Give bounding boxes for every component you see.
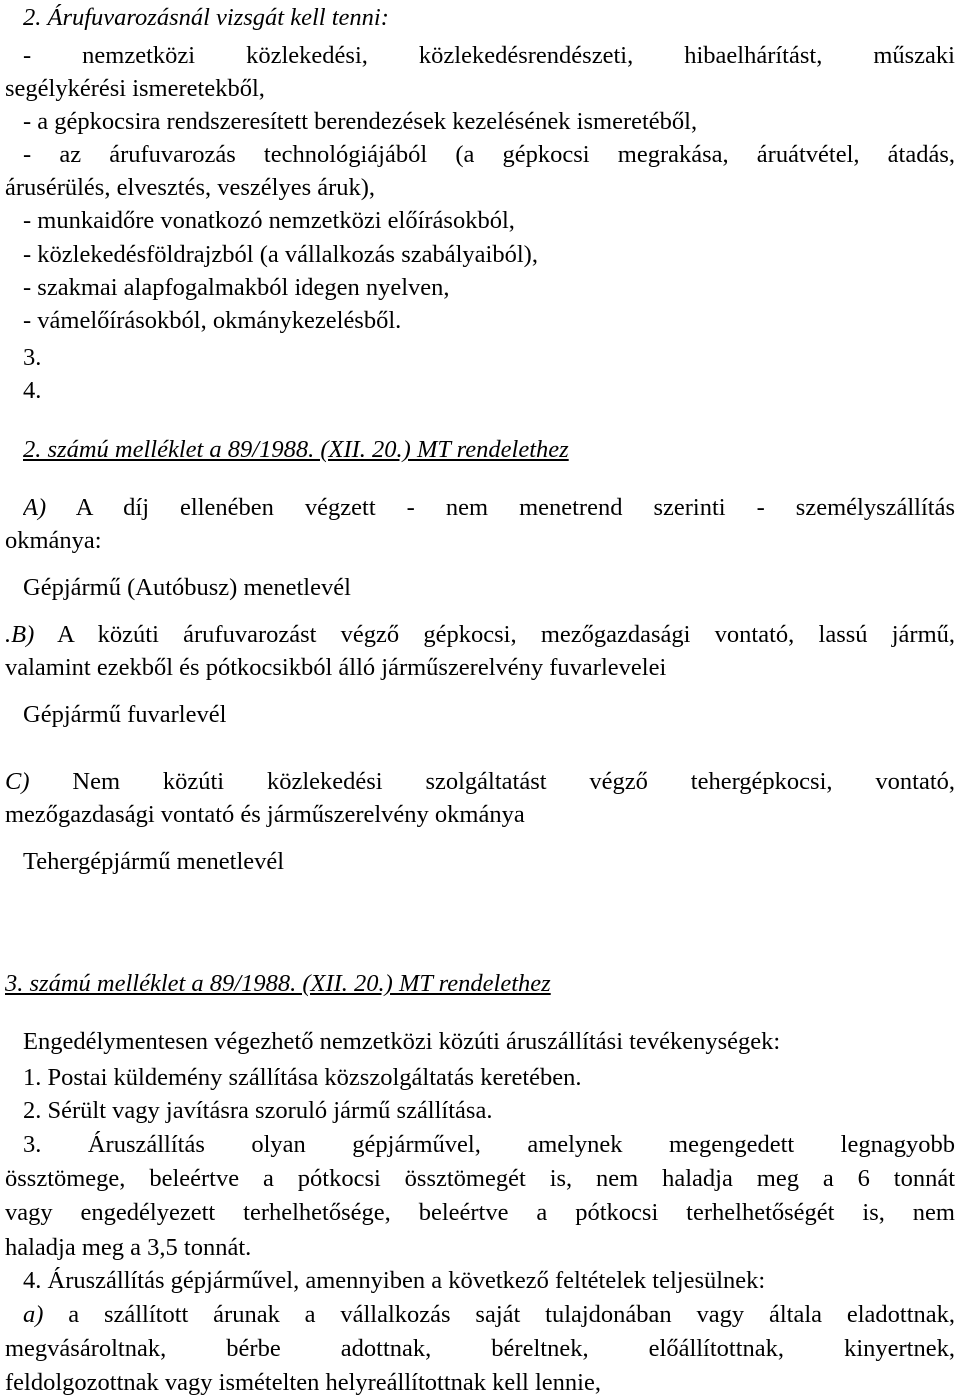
annex3-item1: 1. Postai küldemény szállítása közszolgáltatás keretében. bbox=[23, 1064, 582, 1091]
annex2-a-document: Gépjármű (Autóbusz) menetlevél bbox=[23, 574, 351, 601]
annex2-c-marker: C) bbox=[5, 768, 30, 795]
annex2-a-text: A díj ellenében végzett - nem menetrend szerinti - személyszállítás bbox=[75, 494, 955, 521]
annex3-a-line3: feldolgozottnak vagy ismételten helyreállítottnak kell lennie, bbox=[5, 1369, 601, 1396]
annex2-c-text: Nem közúti közlekedési szolgáltatást végző tehergépkocsi, vontató, bbox=[72, 768, 955, 795]
annex2-b-marker: .B) bbox=[5, 621, 35, 648]
section2-line: - munkaidőre vonatkozó nemzetközi előírásokból, bbox=[23, 207, 515, 234]
annex2-a-line1 bbox=[23, 491, 955, 525]
section2-line: - közlekedésföldrajzból (a vállalkozás szabályaiból), bbox=[23, 241, 538, 268]
annex3-heading: 3. számú melléklet a 89/1988. (XII. 20.) MT rendelethez bbox=[5, 970, 551, 997]
section2-line: - szakmai alapfogalmakból idegen nyelven, bbox=[23, 274, 450, 301]
annex2-b-line1 bbox=[5, 618, 955, 652]
annex2-c-line1 bbox=[5, 765, 955, 799]
section2-line: - a gépkocsira rendszeresített berendezések kezelésének ismeretéből, bbox=[23, 108, 698, 135]
annex2-b-line2: valamint ezekből és pótkocsikból álló járműszerelvény fuvarlevelei bbox=[5, 654, 667, 681]
annex3-item3-line: össztömege, beleértve a pótkocsi össztömegét is, nem haladja meg a 6 tonnát bbox=[5, 1165, 955, 1192]
annex3-item4: 4. Áruszállítás gépjárművel, amennyiben a következő feltételek teljesülnek: bbox=[23, 1267, 766, 1294]
annex2-c-line2: mezőgazdasági vontató és járműszerelvény okmánya bbox=[5, 801, 525, 828]
annex3-intro: Engedélymentesen végezhető nemzetközi közúti áruszállítási tevékenységek: bbox=[23, 1028, 781, 1055]
annex2-c-document: Tehergépjármű menetlevél bbox=[23, 848, 285, 875]
section2-line: segélykérési ismeretekből, bbox=[5, 75, 265, 102]
item-number: 3. bbox=[23, 344, 42, 371]
annex3-a-line1 bbox=[23, 1298, 955, 1332]
section2-heading: 2. Árufuvarozásnál vizsgát kell tenni: bbox=[23, 4, 389, 31]
annex2-a-marker: A) bbox=[23, 494, 47, 521]
annex3-item3-line: haladja meg a 3,5 tonnát. bbox=[5, 1234, 252, 1261]
annex2-heading: 2. számú melléklet a 89/1988. (XII. 20.) MT rendelethez bbox=[23, 436, 569, 463]
section2-line: - vámelőírásokból, okmánykezelésből. bbox=[23, 307, 402, 334]
annex3-a-text: a szállított árunak a vállalkozás saját tulajdonában vagy általa eladottnak, bbox=[68, 1301, 955, 1328]
annex2-b-document: Gépjármű fuvarlevél bbox=[23, 701, 227, 728]
section2-line: - az árufuvarozás technológiájából (a gépkocsi megrakása, áruátvétel, átadás, bbox=[23, 141, 955, 168]
annex3-a-marker: a) bbox=[23, 1301, 44, 1328]
annex2-a-line2: okmánya: bbox=[5, 527, 102, 554]
annex2-b-text: A közúti árufuvarozást végző gépkocsi, mezőgazdasági vontató, lassú jármű, bbox=[57, 621, 955, 648]
annex3-item2: 2. Sérült vagy javításra szoruló jármű szállítása. bbox=[23, 1097, 493, 1124]
item-number: 4. bbox=[23, 377, 42, 404]
section2-line: - nemzetközi közlekedési, közlekedésrendészeti, hibaelhárítást, műszaki bbox=[23, 42, 955, 69]
section2-line: árusérülés, elvesztés, veszélyes áruk), bbox=[5, 174, 376, 201]
annex3-a-line2: megvásároltnak, bérbe adottnak, béreltnek, előállítottnak, kinyertnek, bbox=[5, 1335, 955, 1362]
annex3-item3-line: vagy engedélyezett terhelhetősége, beleértve a pótkocsi terhelhetőségét is, nem bbox=[5, 1199, 955, 1226]
annex3-item3-line: 3. Áruszállítás olyan gépjárművel, amelynek megengedett legnagyobb bbox=[23, 1131, 955, 1158]
